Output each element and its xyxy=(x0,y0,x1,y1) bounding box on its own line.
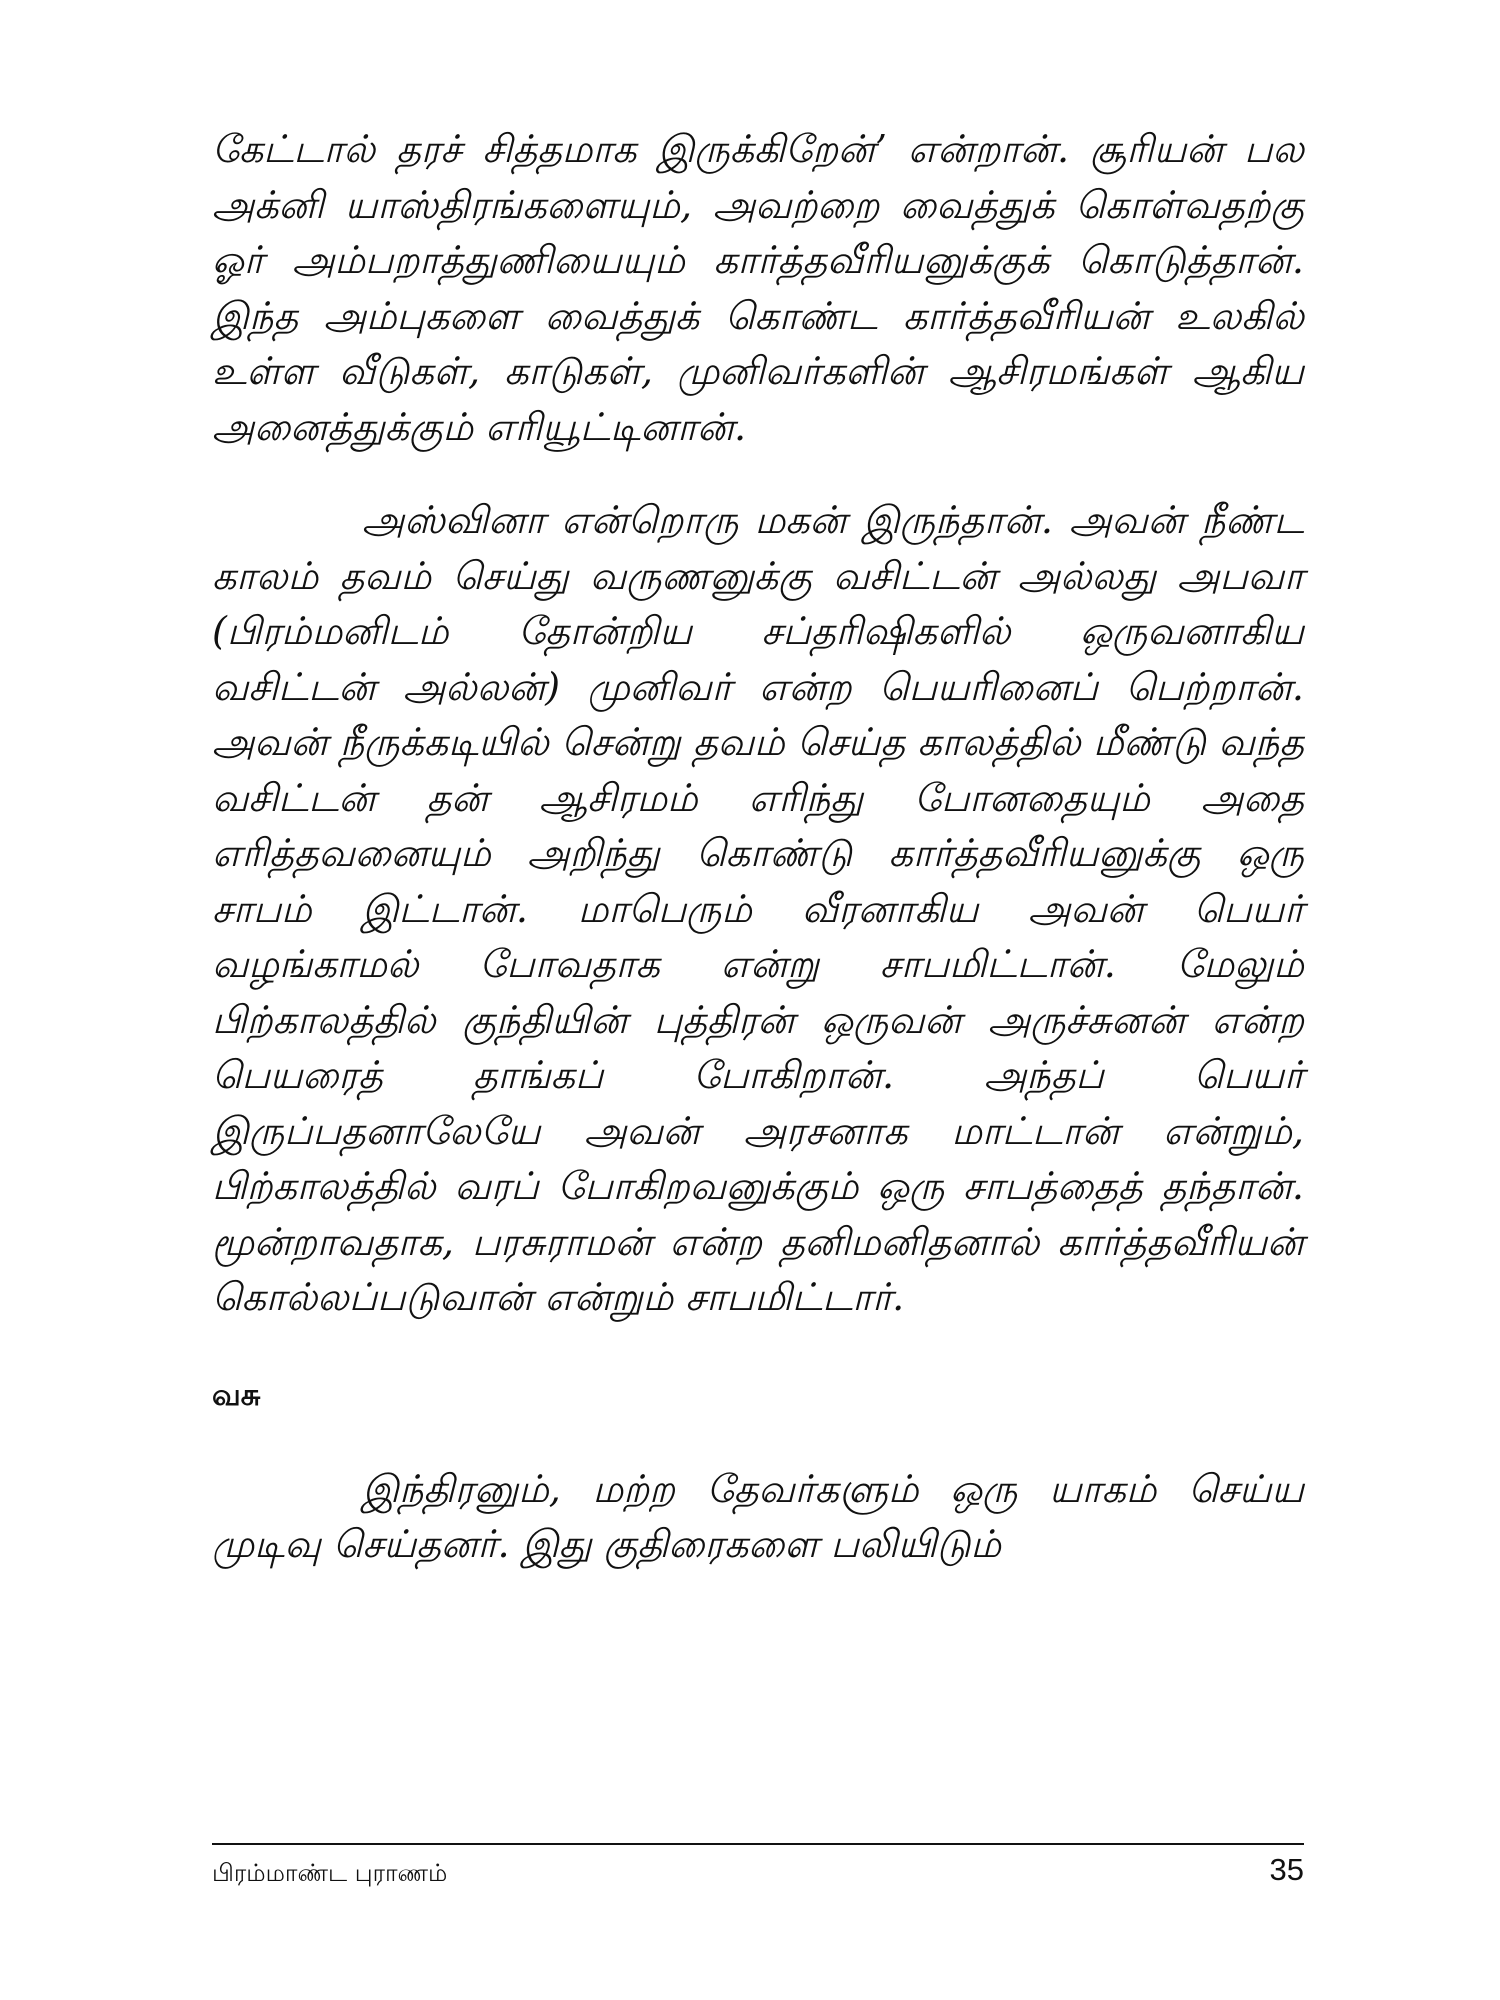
paragraph-1: கேட்டால் தரச் சித்தமாக இருக்கிறேன்’ என்றான். சூரியன் பல அக்னி யாஸ்திரங்களையும், அவற்றை வைத்துக் கொள்வதற்கு ஓர் அம்பறாத்துணியையும் கார்த்தவீரியனுக்குக் கொடுத்தான். இந்த அம்புகளை வைத்துக் கொண்ட கார்த்தவீரியன் உலகில் உள்ள வீடுகள், காடுகள், முனிவர்களின் ஆசிரமங்கள் ஆகிய அனைத்துக்கும் எரியூட்டினான். xyxy=(212,127,1304,449)
paragraph-2: அஸ்வினா என்றொரு மகன் இருந்தான். அவன் நீண்ட காலம் தவம் செய்து வருணனுக்கு வசிட்டன் அல்லது அபவா (பிரம்மனிடம் தோன்றிய சப்தரிஷிகளில் ஒருவனாகிய வசிட்டன் அல்லன்) முனிவர் என்ற பெயரினைப் பெற்றான். அவன் நீருக்கடியில் சென்று தவம் செய்த காலத்தில் மீண்டு வந்த வசிட்டன் தன் ஆசிரமம் எரிந்து போனதையும் அதை எரித்தவனையும் அறிந்து கொண்டு கார்த்தவீரியனுக்கு ஒரு சாபம் இட்டான். மாபெரும் வீரனாகிய அவன் பெயர் வழங்காமல் போவதாக என்று சாபமிட்டான். மேலும் பிற்காலத்தில் குந்தியின் புத்திரன் ஒருவன் அருச்சுனன் என்ற பெயரைத் தாங்கப் போகிறான். அந்தப் பெயர் இருப்பதனாலேயே அவன் அரசனாக மாட்டான் என்றும், பிற்காலத்தில் வரப் போகிறவனுக்கும் ஒரு சாபத்தைத் தந்தான். மூன்றாவதாக, பரசுராமன் என்ற தனிமனிதனால் கார்த்தவீரியன் கொல்லப்படுவான் என்றும் சாபமிட்டார். xyxy=(212,498,1305,1319)
footer-divider xyxy=(212,1843,1304,1845)
section-heading: வசு xyxy=(212,1377,261,1413)
paragraph-3: இந்திரனும், மற்ற தேவர்களும் ஒரு யாகம் செய்ய முடிவு செய்தனர். இது குதிரைகளை பலியிடும் xyxy=(212,1466,1304,1566)
footer-book-title: பிரம்மாண்ட புராணம் xyxy=(212,1859,448,1887)
page-number: 35 xyxy=(1269,1852,1304,1887)
page-body xyxy=(212,122,1304,1573)
